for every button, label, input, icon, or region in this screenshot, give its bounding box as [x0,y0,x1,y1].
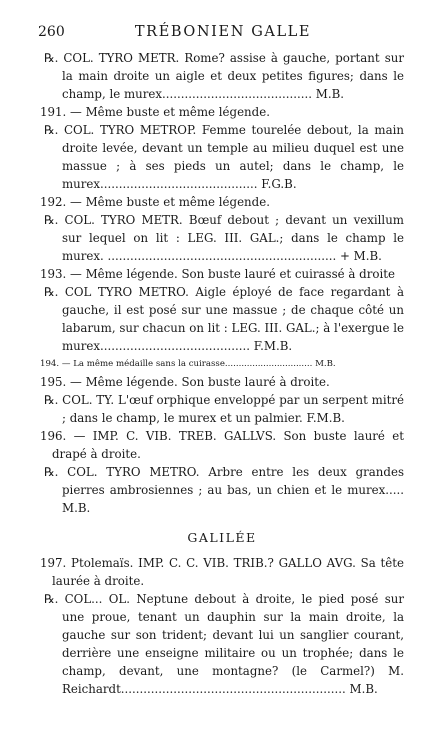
reverse-description: ℞. COL. TYRO METRO. Arbre entre les deux grandes pierres ambrosiennes ; au bas, un chien et le murex..... M.B. [44,465,404,515]
coin-entry: 193. — Même légende. Son buste lauré et cuirassé à droite [40,267,395,281]
coin-entry: 192. — Même buste et même légende. [40,195,270,209]
entry-list-top [40,49,404,517]
coin-entry: 196. — IMP. C. VIB. TREB. GALLVS. Son buste lauré et drapé à droite. [40,429,404,461]
page-number: 260 [38,24,65,40]
reverse-description: ℞. COL... OL. Neptune debout à droite, le pied posé sur une proue, tenant un dauphin sur la main droite, la gauche sur son trident; devant lui un sanglier courant, derrière une enseigne militaire ou un trophée; dans le champ, devant, une montagne? (le Carmel?) M. Reichardt............................................................ M.B. [44,592,404,696]
reverse-description: ℞. COL. TYRO METROP. Femme tourelée debout, la main droite levée, devant un temple au milieu duquel est une massue ; à ses pieds un autel; dans le champ, le murex.......................................... F.G.B. [44,123,404,191]
coin-entry: 191. — Même buste et même légende. [40,105,270,119]
coin-entry: 195. — Même légende. Son buste lauré à droite. [40,375,330,389]
reverse-description: ℞. COL TYRO METRO. Aigle éployé de face regardant à gauche, il est posé sur une massue ; de chaque côté un labarum, sur chacun on lit : LEG. III. GAL.; à l'exergue le murex........................................ F.M.B. [44,285,404,353]
section-title: GALILÉE [187,530,257,545]
page-header [0,24,446,44]
running-title: TRÉBONIEN GALLE [134,24,312,40]
note-entry: 194. — La même médaille sans la cuirasse................................ M.B. [40,359,336,369]
coin-entry: 197. Ptolemaïs. IMP. C. C. VIB. TRIB.? GALLO AVG. Sa tête laurée à droite. [40,556,404,588]
entry-list-bottom [40,554,404,698]
page-body [40,49,404,698]
reverse-description: ℞. COL. TY. L'œuf orphique enveloppé par un serpent mitré ; dans le champ, le murex et un palmier. F.M.B. [44,393,404,425]
reverse-description: ℞. COL. TYRO METR. Bœuf debout ; devant un vexillum sur lequel on lit : LEG. III. GAL.; dans le champ le murex. ............................................................. + M.B. [44,213,404,263]
reverse-description: ℞. COL. TYRO METR. Rome? assise à gauche, portant sur la main droite un aigle et deux petites figures; dans le champ, le murex........................................ M.B. [44,51,404,101]
